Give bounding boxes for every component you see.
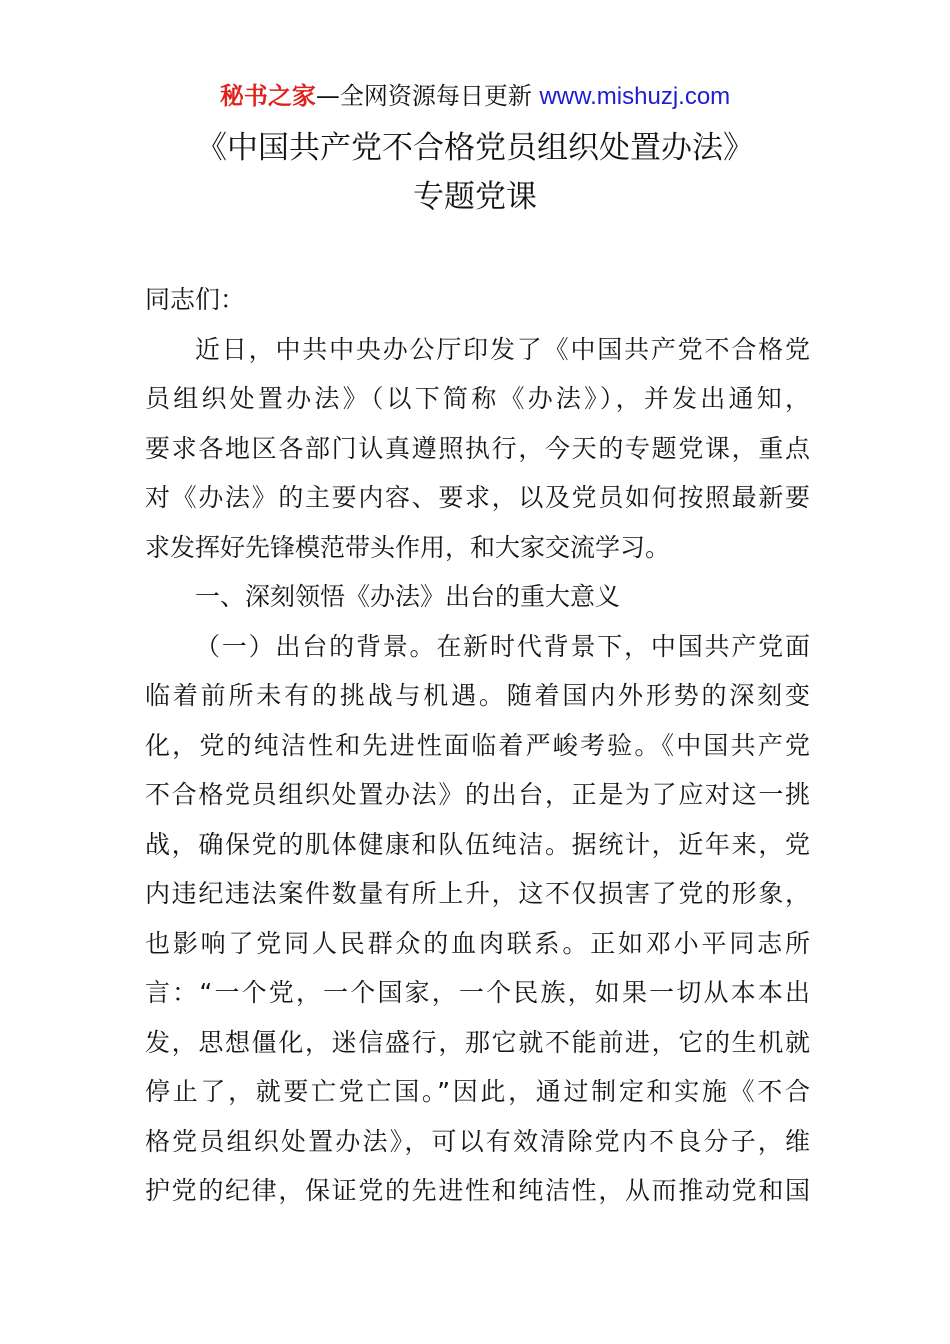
site-header bbox=[0, 80, 950, 113]
paragraph-line: 员组织处置办法》（以下简称《办法》），并发出通知， bbox=[145, 384, 810, 413]
paragraph-line: 停止了，就要亡党亡国。”因此，通过制定和实施《不合 bbox=[145, 1077, 810, 1106]
paragraph-line: 近日，中共中央办公厅印发了《中国共产党不合格党 bbox=[195, 334, 810, 364]
paragraph-line: 对《办法》的主要内容、要求，以及党员如何按照最新要 bbox=[145, 483, 810, 512]
paragraph-line: 临着前所未有的挑战与机遇。随着国内外形势的深刻变 bbox=[145, 681, 810, 710]
paragraph-line: 内违纪违法案件数量有所上升，这不仅损害了党的形象， bbox=[145, 879, 810, 908]
site-url-link[interactable]: www.mishuzj.com bbox=[539, 83, 731, 110]
document-subtitle: 专题党课 bbox=[413, 179, 537, 215]
document-body bbox=[145, 275, 810, 1216]
section-heading: 一、深刻领悟《办法》出台的重大意义 bbox=[195, 582, 621, 611]
site-brand: 秘书之家 bbox=[219, 82, 316, 110]
paragraph-line: 也影响了党同人民群众的血肉联系。正如邓小平同志所 bbox=[145, 928, 810, 958]
paragraph-line: 战，确保党的肌体健康和队伍纯洁。据统计，近年来，党 bbox=[145, 829, 810, 859]
paragraph-line: 要求各地区各部门认真遵照执行，今天的专题党课，重点 bbox=[145, 433, 810, 463]
paragraph-line: 化，党的纯洁性和先进性面临着严峻考验。《中国共产党 bbox=[145, 730, 810, 760]
paragraph-line: 格党员组织处置办法》，可以有效清除党内不良分子，维 bbox=[145, 1126, 810, 1156]
paragraph-line: 护党的纪律，保证党的先进性和纯洁性，从而推动党和国 bbox=[145, 1176, 810, 1205]
paragraph-line: 言：“一个党，一个国家，一个民族，如果一切从本本出 bbox=[145, 978, 810, 1007]
site-tagline: —全网资源每日更新 bbox=[315, 82, 532, 110]
paragraph-line: （一）出台的背景。在新时代背景下，中国共产党面 bbox=[195, 631, 810, 661]
paragraph-line: 不合格党员组织处置办法》的出台，正是为了应对这一挑 bbox=[145, 780, 810, 809]
salutation: 同志们： bbox=[145, 285, 246, 314]
document-title: 《中国共产党不合格党员组织处置办法》 bbox=[196, 130, 754, 166]
paragraph-line: 发，思想僵化，迷信盛行，那它就不能前进，它的生机就 bbox=[145, 1027, 810, 1057]
paragraph-line: 求发挥好先锋模范带头作用，和大家交流学习。 bbox=[145, 532, 671, 562]
